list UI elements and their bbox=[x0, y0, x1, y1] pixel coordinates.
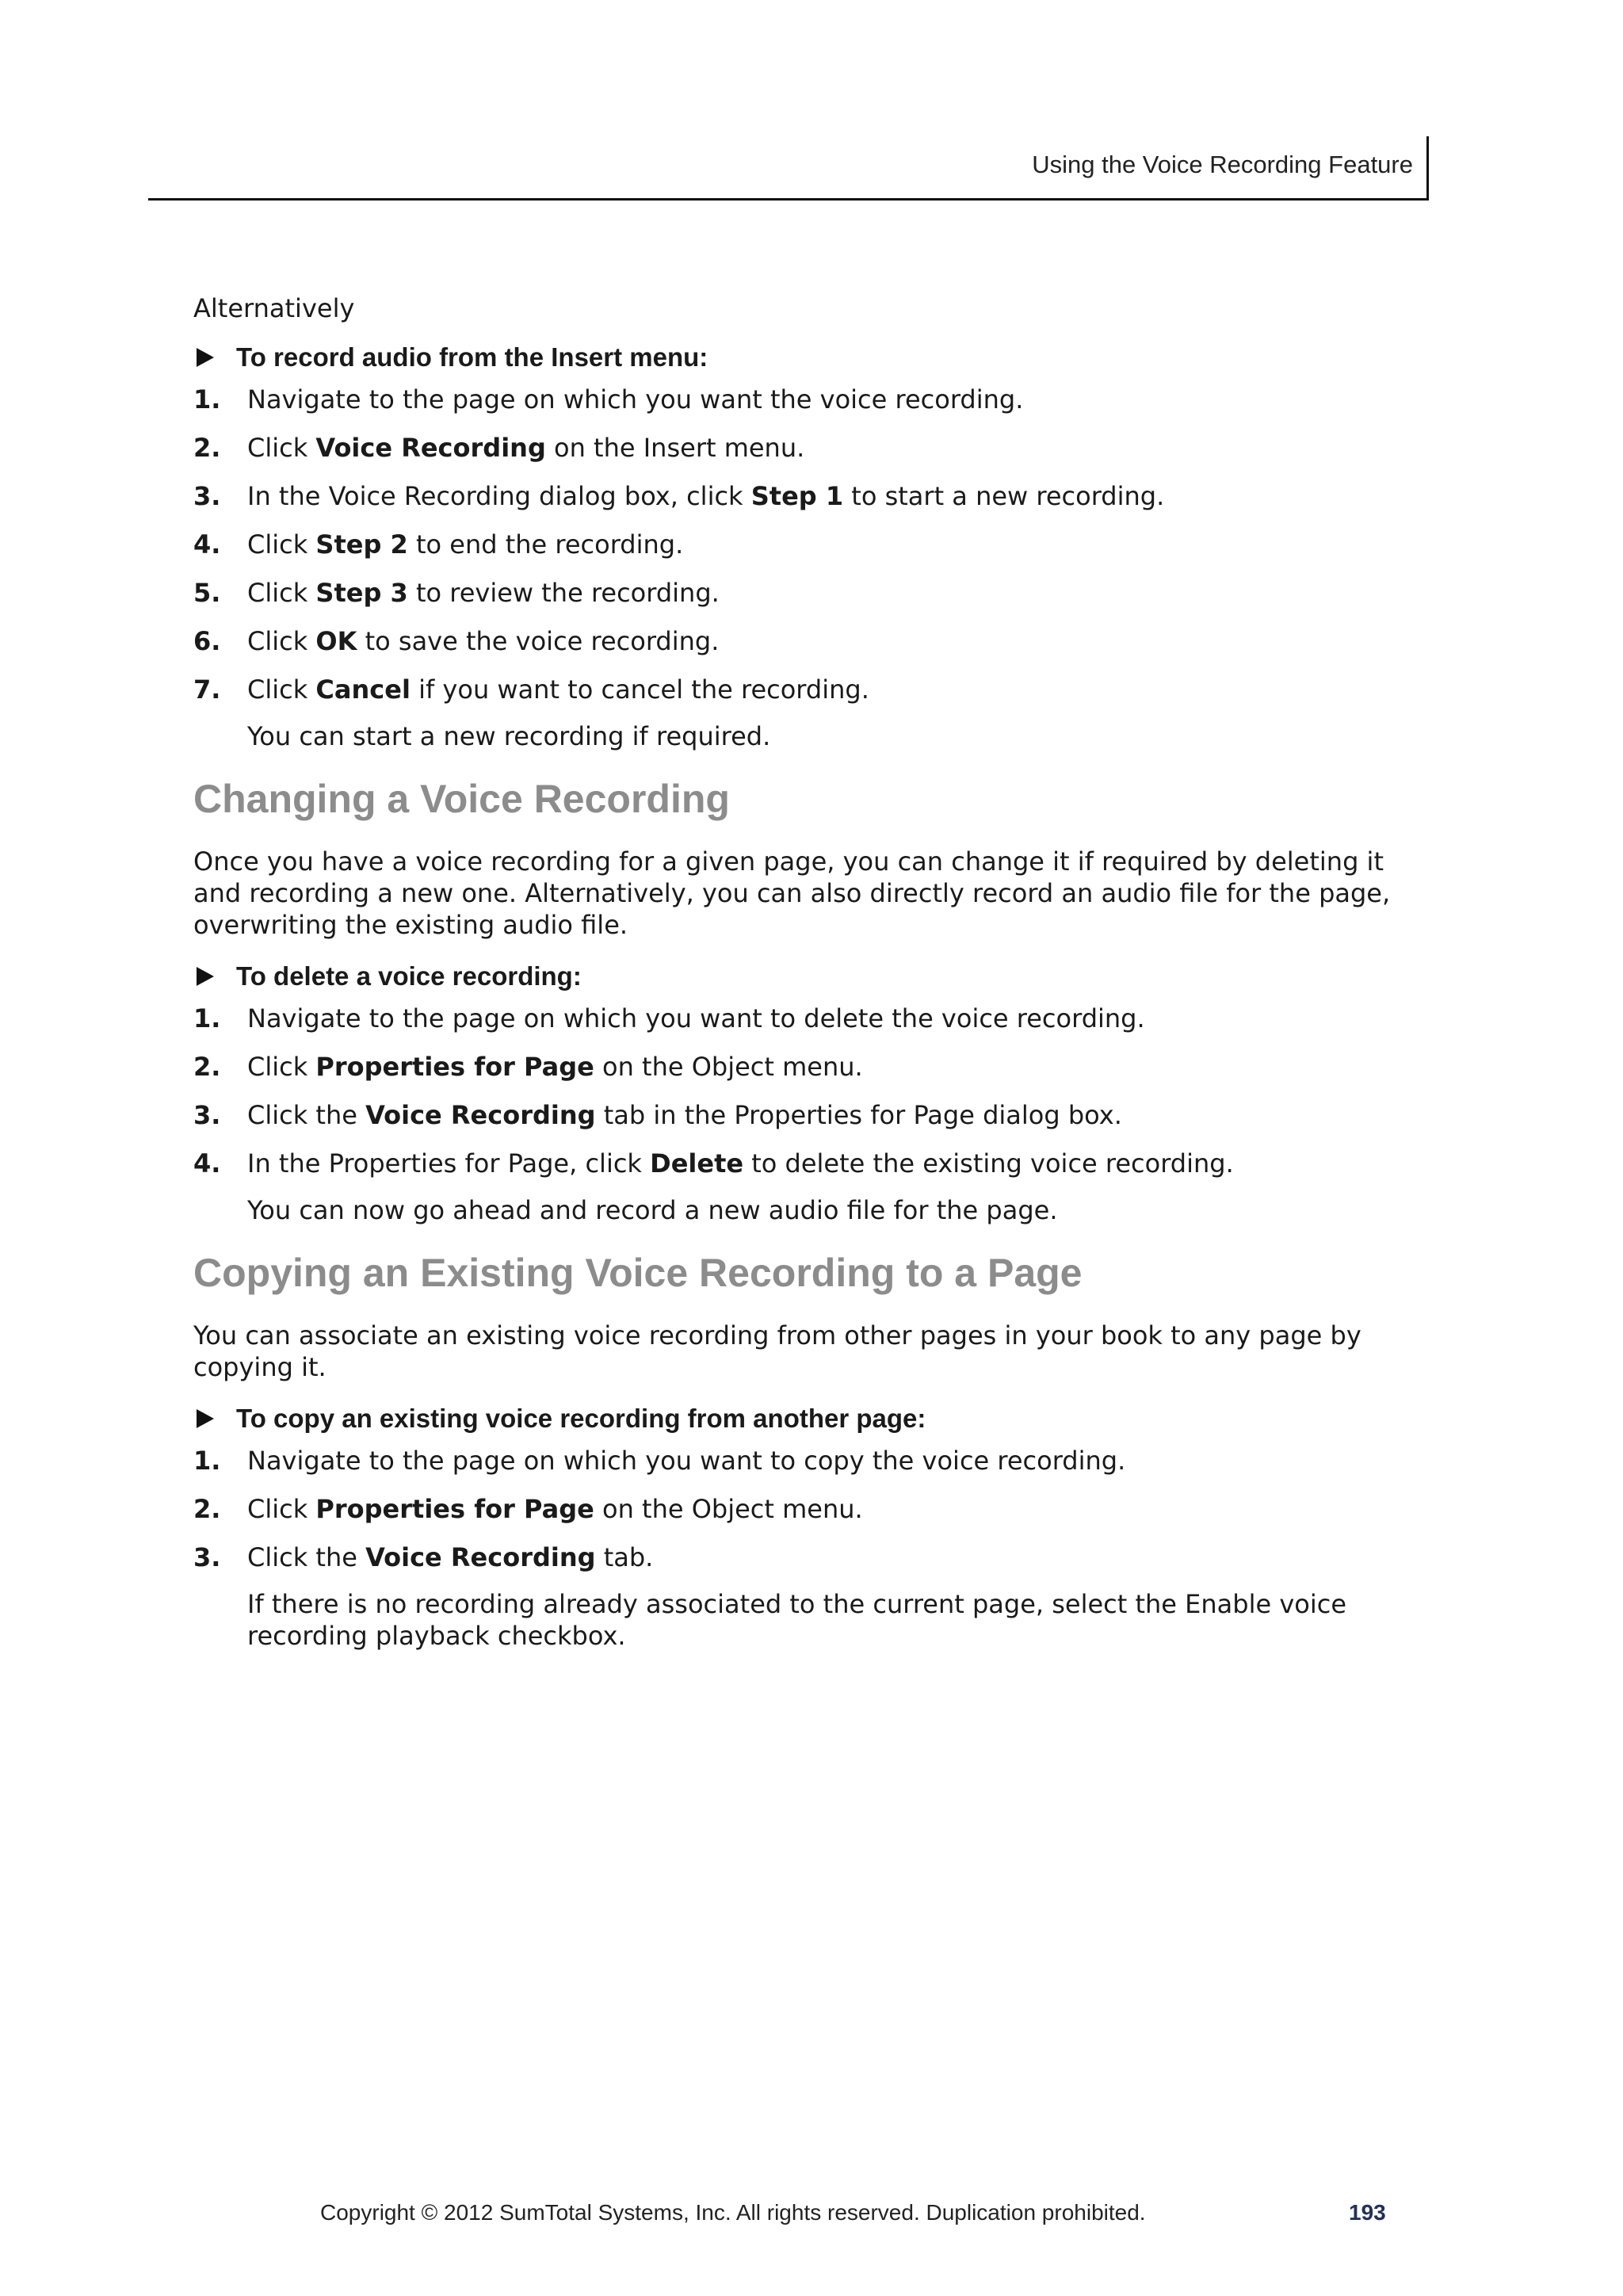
step-note: You can now go ahead and record a new audio file for the page. bbox=[247, 1195, 1058, 1225]
copyright-text: Copyright © 2012 SumTotal Systems, Inc. All rights reserved. Duplication prohibited. bbox=[320, 2200, 1146, 2225]
step-list bbox=[193, 1003, 1430, 1179]
step-text bbox=[247, 577, 1430, 609]
step-fragment: to delete the existing voice recording. bbox=[743, 1148, 1234, 1179]
step-number: 5. bbox=[193, 578, 221, 608]
step-text bbox=[247, 1541, 1430, 1573]
step-text bbox=[247, 1493, 1430, 1525]
ui-term: Properties for Page bbox=[315, 1052, 594, 1082]
step-item bbox=[193, 384, 1430, 415]
ui-term: Step 2 bbox=[315, 529, 408, 560]
step-number: 3. bbox=[193, 1542, 221, 1572]
step-text bbox=[247, 384, 1430, 415]
procedure-heading bbox=[193, 1404, 1430, 1434]
step-item bbox=[193, 480, 1430, 512]
step-item bbox=[193, 1541, 1430, 1573]
ui-term: Cancel bbox=[315, 674, 411, 705]
procedure-title: To copy an existing voice recording from another page: bbox=[236, 1404, 926, 1433]
step-fragment: if you want to cancel the recording. bbox=[410, 674, 869, 705]
procedure-heading bbox=[193, 342, 1430, 372]
procedure-title: To record audio from the Insert menu: bbox=[236, 342, 708, 372]
arrow-bullet-icon bbox=[197, 1409, 214, 1428]
step-number: 6. bbox=[193, 626, 221, 656]
step-number: 4. bbox=[193, 1148, 221, 1179]
ui-term: Delete bbox=[650, 1148, 744, 1179]
step-note: If there is no recording already associated to the current page, select the Enable voice recording playback checkbox. bbox=[247, 1589, 1347, 1651]
section-heading: Copying an Existing Voice Recording to a Page bbox=[193, 1251, 1083, 1295]
step-item bbox=[193, 674, 1430, 705]
procedure-title: To delete a voice recording: bbox=[236, 961, 582, 991]
step-fragment: Click bbox=[247, 578, 316, 608]
step-number: 3. bbox=[193, 481, 221, 511]
step-fragment: Navigate to the page on which you want the voice recording. bbox=[247, 384, 1024, 415]
step-list bbox=[193, 1445, 1430, 1573]
step-item bbox=[193, 529, 1430, 560]
step-item bbox=[193, 432, 1430, 464]
section-heading: Changing a Voice Recording bbox=[193, 777, 730, 821]
step-fragment: Click bbox=[247, 529, 316, 560]
step-text bbox=[247, 1051, 1430, 1083]
header-rule bbox=[1426, 136, 1429, 200]
step-item bbox=[193, 1445, 1430, 1477]
step-fragment: Click the bbox=[247, 1100, 366, 1130]
intro-text: Alternatively bbox=[193, 293, 355, 323]
step-number: 2. bbox=[193, 1052, 221, 1082]
step-number: 1. bbox=[193, 1003, 221, 1033]
section-paragraph: Once you have a voice recording for a given page, you can change it if required by deleting it and recording a new one. Alternatively, you can also directly record an audio file for the page, overwriting the existing audio file. bbox=[193, 846, 1391, 940]
step-fragment: Navigate to the page on which you want to copy the voice recording. bbox=[247, 1446, 1126, 1476]
step-fragment: on the Object menu. bbox=[594, 1494, 863, 1524]
step-number: 1. bbox=[193, 384, 221, 415]
arrow-bullet-icon bbox=[197, 967, 214, 986]
ui-term: Properties for Page bbox=[315, 1494, 594, 1524]
arrow-bullet-icon bbox=[197, 348, 214, 367]
step-item bbox=[193, 1148, 1430, 1179]
step-fragment: Click bbox=[247, 1494, 316, 1524]
step-text bbox=[247, 625, 1430, 657]
ui-term: Voice Recording bbox=[365, 1100, 596, 1130]
step-item bbox=[193, 1003, 1430, 1034]
step-fragment: on the Object menu. bbox=[594, 1052, 863, 1082]
step-fragment: Navigate to the page on which you want to delete the voice recording. bbox=[247, 1003, 1145, 1033]
step-fragment: tab in the Properties for Page dialog box. bbox=[595, 1100, 1122, 1130]
step-fragment: Click bbox=[247, 433, 316, 463]
step-item bbox=[193, 1493, 1430, 1525]
document-body bbox=[193, 293, 1430, 1669]
step-text bbox=[247, 674, 1430, 705]
step-text bbox=[247, 529, 1430, 560]
page-header bbox=[148, 136, 1429, 201]
step-text bbox=[247, 1099, 1430, 1131]
header-title: Using the Voice Recording Feature bbox=[1032, 151, 1413, 178]
step-fragment: to review the recording. bbox=[407, 578, 720, 608]
step-number: 2. bbox=[193, 1494, 221, 1524]
step-fragment: Click bbox=[247, 626, 316, 656]
step-number: 4. bbox=[193, 529, 221, 560]
section-paragraph: You can associate an existing voice recording from other pages in your book to any page by copying it. bbox=[193, 1320, 1361, 1382]
step-fragment: In the Properties for Page, click bbox=[247, 1148, 651, 1179]
page-number: 193 bbox=[1349, 2200, 1386, 2225]
step-text bbox=[247, 1445, 1430, 1477]
step-number: 7. bbox=[193, 674, 221, 705]
step-fragment: to end the recording. bbox=[407, 529, 684, 560]
ui-term: Step 1 bbox=[750, 481, 844, 511]
step-item bbox=[193, 577, 1430, 609]
step-fragment: Click bbox=[247, 674, 316, 705]
procedure-heading bbox=[193, 961, 1430, 991]
step-text bbox=[247, 432, 1430, 464]
step-fragment: on the Insert menu. bbox=[545, 433, 805, 463]
step-fragment: tab. bbox=[595, 1542, 654, 1572]
step-number: 3. bbox=[193, 1100, 221, 1130]
step-item bbox=[193, 625, 1430, 657]
step-note: You can start a new recording if required. bbox=[247, 721, 771, 751]
ui-term: Step 3 bbox=[315, 578, 408, 608]
ui-term: Voice Recording bbox=[315, 433, 546, 463]
step-item bbox=[193, 1051, 1430, 1083]
step-fragment: to start a new recording. bbox=[843, 481, 1165, 511]
step-number: 1. bbox=[193, 1446, 221, 1476]
ui-term: Voice Recording bbox=[365, 1542, 596, 1572]
step-fragment: In the Voice Recording dialog box, click bbox=[247, 481, 751, 511]
step-text bbox=[247, 480, 1430, 512]
step-fragment: to save the voice recording. bbox=[357, 626, 720, 656]
step-fragment: Click bbox=[247, 1052, 316, 1082]
step-item bbox=[193, 1099, 1430, 1131]
step-text bbox=[247, 1148, 1430, 1179]
step-text bbox=[247, 1003, 1430, 1034]
step-list bbox=[193, 384, 1430, 705]
step-number: 2. bbox=[193, 433, 221, 463]
step-fragment: Click the bbox=[247, 1542, 366, 1572]
ui-term: OK bbox=[315, 626, 357, 656]
